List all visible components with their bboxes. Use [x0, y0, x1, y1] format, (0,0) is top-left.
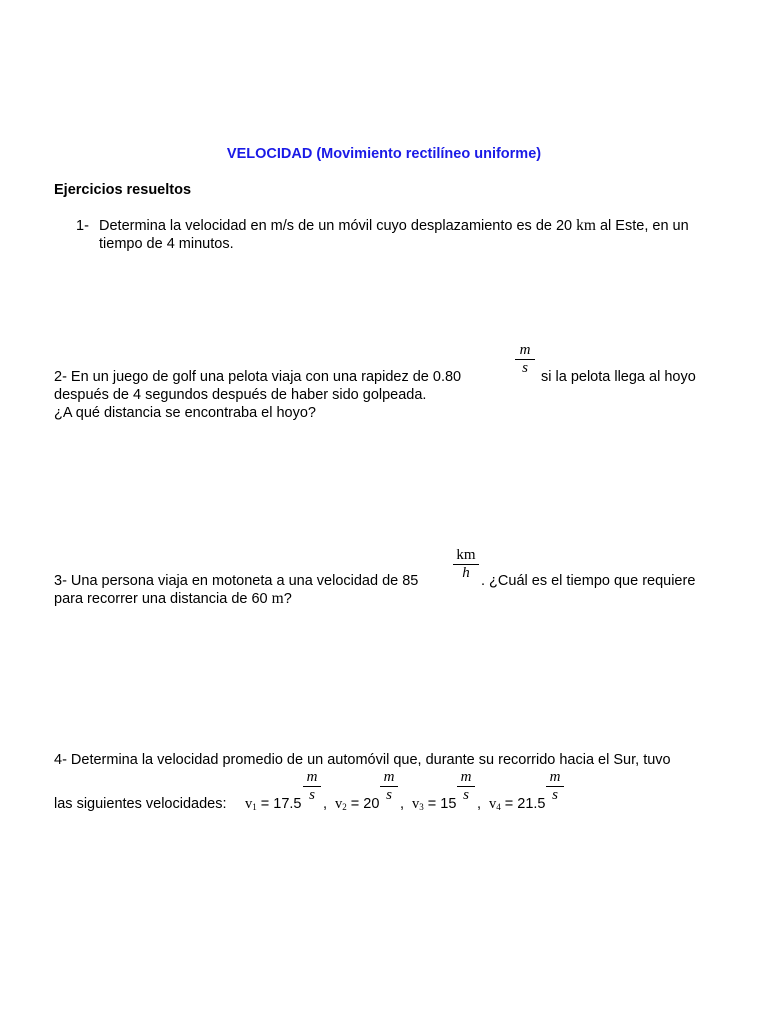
velocity-v3-unit: m s — [457, 769, 475, 804]
exercise-3-unit-m: m — [271, 590, 284, 607]
velocity-v2-unit: m s — [380, 769, 398, 804]
velocity-v1-unit: m s — [303, 769, 321, 804]
exercise-2-unit-fraction — [515, 342, 535, 377]
exercise-2-line-3: ¿A qué distancia se encontraba el hoyo? — [54, 405, 316, 421]
fraction-denominator: h — [462, 565, 470, 581]
page-title: VELOCIDAD (Movimiento rectilíneo uniforme) — [226, 146, 542, 162]
exercise-1-text-b: al Este, en un — [595, 218, 689, 234]
velocity-v1: $v_1 = 17.5$ — [245, 796, 302, 812]
exercise-3-unit-fraction — [453, 547, 479, 582]
velocity-v4: $v_4 = 21.5$ — [489, 796, 546, 812]
separator-comma-2: , — [400, 796, 405, 812]
exercise-1-number: 1- — [76, 218, 89, 234]
exercise-1-unit-km: km — [576, 217, 596, 234]
exercise-2-line-2: después de 4 segundos después de haber sido golpeada. — [54, 387, 427, 403]
exercise-1-line-1 — [99, 217, 715, 235]
exercise-3-line-1-a: 3- Una persona viaja en motoneta a una velocidad de 85 — [54, 573, 419, 589]
fraction-numerator: km — [456, 547, 476, 563]
separator-comma-1: , — [323, 796, 328, 812]
exercise-4-lead: las siguientes velocidades: — [54, 796, 227, 812]
velocity-v4-unit: m s — [546, 769, 564, 804]
velocity-v3: $v_3 = 15$ — [412, 796, 457, 812]
exercise-4-line-1: 4- Determina la velocidad promedio de un automóvil que, durante su recorrido hacia el Sur, tuvo — [54, 752, 671, 768]
section-heading: Ejercicios resueltos — [54, 182, 192, 198]
exercise-1-line-2: tiempo de 4 minutos. — [99, 236, 234, 252]
fraction-numerator: m — [519, 342, 531, 358]
exercise-3-line-2: para recorrer una distancia de 60 m? — [54, 590, 292, 607]
exercise-3-line-1-b: . ¿Cuál es el tiempo que requiere — [481, 573, 696, 589]
fraction-denominator: s — [522, 360, 528, 376]
exercise-1-text-a: Determina la velocidad en m/s de un móvil cuyo desplazamiento es de 20 — [99, 218, 577, 234]
velocity-v2: $v_2 = 20$ — [335, 796, 380, 812]
exercise-2-line-1-b: si la pelota llega al hoyo — [541, 369, 696, 385]
exercise-2-line-1-a: 2- En un juego de golf una pelota viaja con una rapidez de 0.80 — [54, 369, 462, 385]
separator-comma-3: , — [477, 796, 482, 812]
